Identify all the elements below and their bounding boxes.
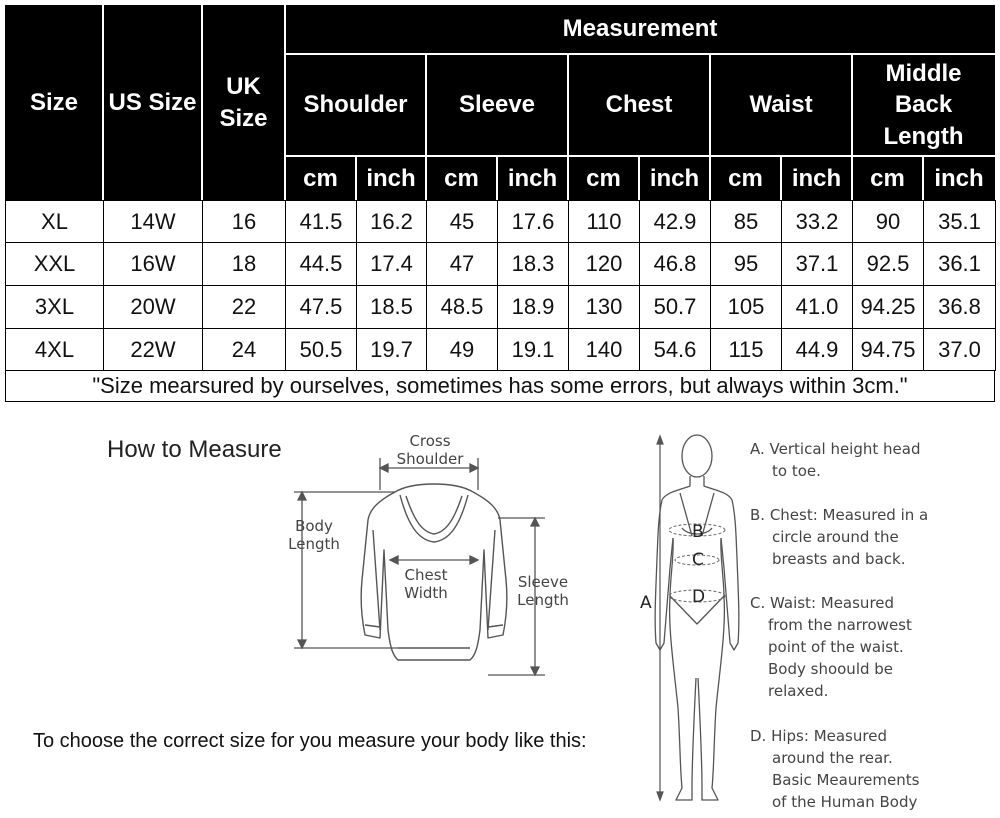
table-cell: 47: [426, 242, 498, 286]
table-cell: 50.7: [639, 285, 711, 329]
table-cell: 47.5: [285, 285, 357, 329]
marker-b: B: [692, 522, 704, 542]
table-cell: 20W: [103, 285, 203, 329]
table-cell: 92.5: [852, 242, 924, 286]
table-cell: 18: [202, 242, 286, 286]
header-unit: cm: [285, 157, 356, 200]
header-unit: cm: [426, 157, 497, 200]
table-cell: 94.25: [852, 285, 924, 329]
body-figure-illustration: [640, 428, 750, 808]
table-cell: 37.0: [923, 328, 996, 371]
table-cell: 130: [568, 285, 640, 329]
header-unit: cm: [710, 157, 781, 200]
table-cell: 45: [426, 200, 498, 243]
table-cell: 24: [202, 328, 286, 371]
table-cell: 19.1: [497, 328, 569, 371]
header-divider: [780, 156, 782, 200]
header-divider: [284, 5, 286, 200]
table-cell: 4XL: [5, 328, 104, 371]
table-cell: 16: [202, 200, 286, 243]
header-divider: [496, 156, 498, 200]
table-cell: 18.9: [497, 285, 569, 329]
size-note: "Size mearsured by ourselves, sometimes has some errors, but always within 3cm.": [5, 370, 995, 402]
table-cell: 17.6: [497, 200, 569, 243]
table-cell: 90: [852, 200, 924, 243]
header-size: Size: [5, 5, 103, 200]
sweater-illustration: [280, 430, 580, 690]
table-cell: 36.1: [923, 242, 996, 286]
header-divider: [709, 54, 711, 200]
table-cell: 37.1: [781, 242, 853, 286]
header-divider: [567, 54, 569, 200]
table-cell: 54.6: [639, 328, 711, 371]
marker-a: A: [640, 593, 652, 613]
table-cell: 33.2: [781, 200, 853, 243]
marker-c: C: [692, 550, 704, 570]
header-divider: [102, 5, 104, 200]
measure-instruction: To choose the correct size for you measure your body like this:: [33, 730, 587, 752]
header-unit: inch: [781, 157, 852, 200]
header-group: Waist: [710, 55, 852, 155]
table-cell: 18.5: [356, 285, 427, 329]
table-cell: 44.5: [285, 242, 357, 286]
table-cell: 41.5: [285, 200, 357, 243]
cross-shoulder-label: Cross Shoulder: [396, 432, 464, 468]
header-divider: [285, 155, 995, 157]
table-cell: 22W: [103, 328, 203, 371]
header-group: Middle Back Length: [852, 55, 995, 155]
header-unit: inch: [639, 157, 710, 200]
table-cell: 85: [710, 200, 782, 243]
table-cell: 49: [426, 328, 498, 371]
description-c: C. Waist: Measured from the narrowest point of the waist. Body shoould be relaxed.: [750, 594, 912, 700]
header-group: Sleeve: [426, 55, 568, 155]
table-cell: 50.5: [285, 328, 357, 371]
table-cell: 120: [568, 242, 640, 286]
header-unit: cm: [852, 157, 923, 200]
description-b: B. Chest: Measured in a circle around the breasts and back.: [750, 506, 929, 568]
table-cell: 42.9: [639, 200, 711, 243]
header-divider: [425, 54, 427, 200]
table-cell: 16W: [103, 242, 203, 286]
table-cell: 22: [202, 285, 286, 329]
table-cell: 35.1: [923, 200, 996, 243]
table-cell: 105: [710, 285, 782, 329]
table-cell: 14W: [103, 200, 203, 243]
table-cell: 19.7: [356, 328, 427, 371]
table-cell: 95: [710, 242, 782, 286]
table-cell: 115: [710, 328, 782, 371]
header-divider: [851, 54, 853, 200]
header-divider: [922, 156, 924, 200]
header-unit: inch: [923, 157, 995, 200]
table-cell: 41.0: [781, 285, 853, 329]
table-cell: 3XL: [5, 285, 104, 329]
header-unit: inch: [497, 157, 568, 200]
table-cell: 16.2: [356, 200, 427, 243]
table-cell: 94.75: [852, 328, 924, 371]
table-cell: 46.8: [639, 242, 711, 286]
header-group: Shoulder: [285, 55, 426, 155]
header-group: Chest: [568, 55, 710, 155]
description-a: A. Vertical height head to toe.: [750, 440, 921, 480]
header-us-size: US Size: [103, 5, 202, 200]
header-measurement: Measurement: [285, 5, 995, 53]
table-cell: 36.8: [923, 285, 996, 329]
header-uk-size: UK Size: [202, 5, 285, 200]
table-cell: XXL: [5, 242, 104, 286]
header-divider: [355, 156, 357, 200]
sleeve-length-label: Sleeve Length: [517, 573, 569, 609]
header-divider: [638, 156, 640, 200]
header-divider: [201, 5, 203, 200]
how-to-measure-title: How to Measure: [107, 436, 282, 463]
size-table: [5, 5, 995, 402]
table-cell: 110: [568, 200, 640, 243]
header-unit: inch: [356, 157, 426, 200]
header-divider: [285, 53, 995, 55]
chest-width-label: Chest Width: [393, 566, 459, 602]
description-d: D. Hips: Measured around the rear. Basic Meaurements of the Human Body: [750, 727, 920, 811]
table-cell: 17.4: [356, 242, 427, 286]
table-cell: 44.9: [781, 328, 853, 371]
body-length-label: Body Length: [288, 517, 340, 553]
marker-d: D: [692, 587, 706, 607]
table-cell: XL: [5, 200, 104, 243]
table-cell: 48.5: [426, 285, 498, 329]
header-unit: cm: [568, 157, 639, 200]
table-cell: 18.3: [497, 242, 569, 286]
table-cell: 140: [568, 328, 640, 371]
